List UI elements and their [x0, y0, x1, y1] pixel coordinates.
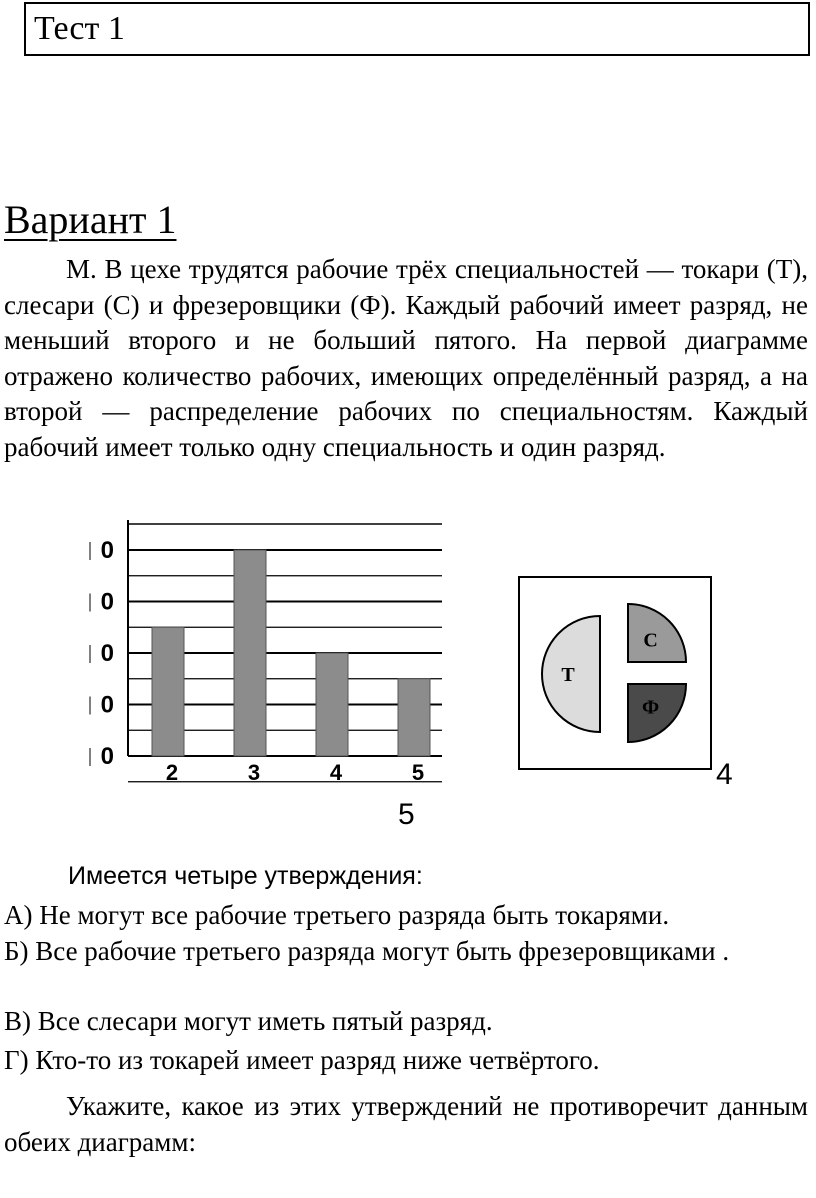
- y-tick-label: 0: [100, 691, 114, 719]
- statement-a: А) Не могут все рабочие третьего разряда быть токарями.: [4, 900, 670, 930]
- bar: [398, 679, 430, 756]
- statement-v: В) Все слесари могут иметь пятый разряд.: [4, 1006, 493, 1036]
- x-tick-label: 4: [329, 760, 343, 785]
- figure-number-pie: 4: [716, 758, 733, 791]
- bar: [234, 550, 266, 756]
- figure-number-bar: 5: [398, 798, 415, 831]
- x-tick-label: 2: [165, 760, 179, 785]
- pie-label: Т: [561, 664, 575, 686]
- bar-chart: [80, 520, 520, 800]
- y-tick-label: 0: [100, 588, 114, 616]
- variant-title: Вариант 1: [4, 197, 177, 242]
- test-title-box: [24, 2, 810, 56]
- pie-chart-svg: [520, 578, 710, 768]
- bar: [152, 627, 184, 756]
- test-title: Тест 1: [34, 10, 125, 47]
- pie-label: Ф: [641, 696, 660, 719]
- question-body: Укажите, какое из этих утверждений не противоречит данным обеих диаграмм:: [4, 1091, 808, 1157]
- x-tick-label: 5: [411, 760, 425, 785]
- y-tick-label: 0: [100, 640, 114, 667]
- x-tick-label: 3: [247, 760, 261, 785]
- statement-g: Г) Кто-то из токарей имеет разряд ниже четвёртого.: [4, 1045, 600, 1075]
- pie-chart: [518, 576, 712, 770]
- problem-body: М. В цехе трудятся рабочие трёх специальностей — токари (Т), слесари (С) и фрезеровщики (Ф). Каждый рабочий имеет разряд, не меньший второго и не больший пятого. На первой диаграмме отражено количество рабочих, имеющих определённый разряд, а на второй — распределение рабочих по специальностям. Каждый рабочий имеет только одну специальность и один разряд.: [4, 254, 808, 462]
- question-text: [4, 1088, 808, 1160]
- y-tick-label: 0: [100, 743, 114, 770]
- pie-label: С: [643, 629, 658, 652]
- y-tick-label: 0: [100, 537, 114, 564]
- problem-text: [4, 252, 808, 465]
- statement-b: Б) Все рабочие третьего разряда могут быть фрезеровщиками .: [4, 936, 730, 966]
- bar: [316, 653, 348, 756]
- bar-chart-svg: [80, 520, 520, 800]
- statements-intro: Имеется четыре утверждения:: [68, 862, 423, 890]
